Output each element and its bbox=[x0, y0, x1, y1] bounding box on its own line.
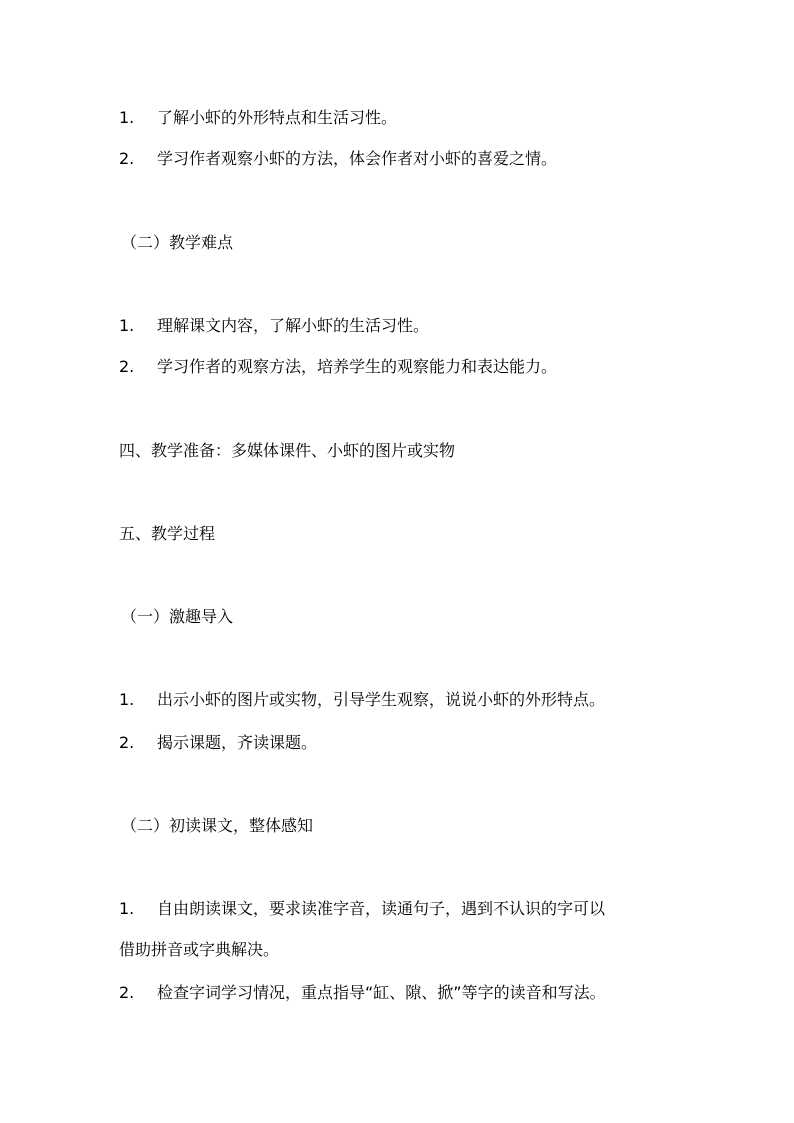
list-text: 出示小虾的图片或实物，引导学生观察，说说小虾的外形特点。 bbox=[157, 690, 606, 709]
list-text: 学习作者观察小虾的方法，体会作者对小虾的喜爱之情。 bbox=[157, 149, 558, 168]
list-text: 学习作者的观察方法，培养学生的观察能力和表达能力。 bbox=[157, 357, 558, 376]
preparation-heading: 四、教学准备：多媒体课件、小虾的图片或实物 bbox=[119, 441, 456, 460]
reading-item-2 bbox=[119, 982, 606, 1004]
intro-heading: （一）激趣导入 bbox=[121, 607, 234, 626]
difficulty-item-1 bbox=[119, 315, 429, 337]
list-number: 2. bbox=[119, 357, 135, 376]
objective-item-2 bbox=[119, 148, 557, 170]
list-number: 1. bbox=[119, 108, 135, 127]
list-number: 2. bbox=[119, 149, 135, 168]
list-number: 1. bbox=[119, 690, 135, 709]
list-number: 1. bbox=[119, 899, 135, 918]
intro-item-1 bbox=[119, 689, 605, 711]
intro-item-2 bbox=[119, 732, 317, 754]
list-number: 1. bbox=[119, 316, 135, 335]
difficulty-heading: （二）教学难点 bbox=[121, 233, 234, 252]
difficulty-item-2 bbox=[119, 356, 557, 378]
reading-heading: （二）初读课文，整体感知 bbox=[121, 816, 314, 835]
process-heading: 五、教学过程 bbox=[119, 524, 216, 543]
reading-item-1 bbox=[119, 898, 605, 920]
list-text: 了解小虾的外形特点和生活习性。 bbox=[157, 108, 398, 127]
list-text: 检查字词学习情况，重点指导“缸、隙、掀”等字的读音和写法。 bbox=[157, 983, 606, 1002]
list-text: 揭示课题，齐读课题。 bbox=[157, 733, 318, 752]
objective-item-1 bbox=[119, 107, 397, 129]
list-text: 理解课文内容，了解小虾的生活习性。 bbox=[157, 316, 430, 335]
list-number: 2. bbox=[119, 733, 135, 752]
list-number: 2. bbox=[119, 983, 135, 1002]
list-text: 自由朗读课文，要求读准字音，读通句子，遇到不认识的字可以 bbox=[157, 899, 606, 918]
reading-item-1-continuation: 借助拼音或字典解决。 bbox=[119, 940, 280, 959]
